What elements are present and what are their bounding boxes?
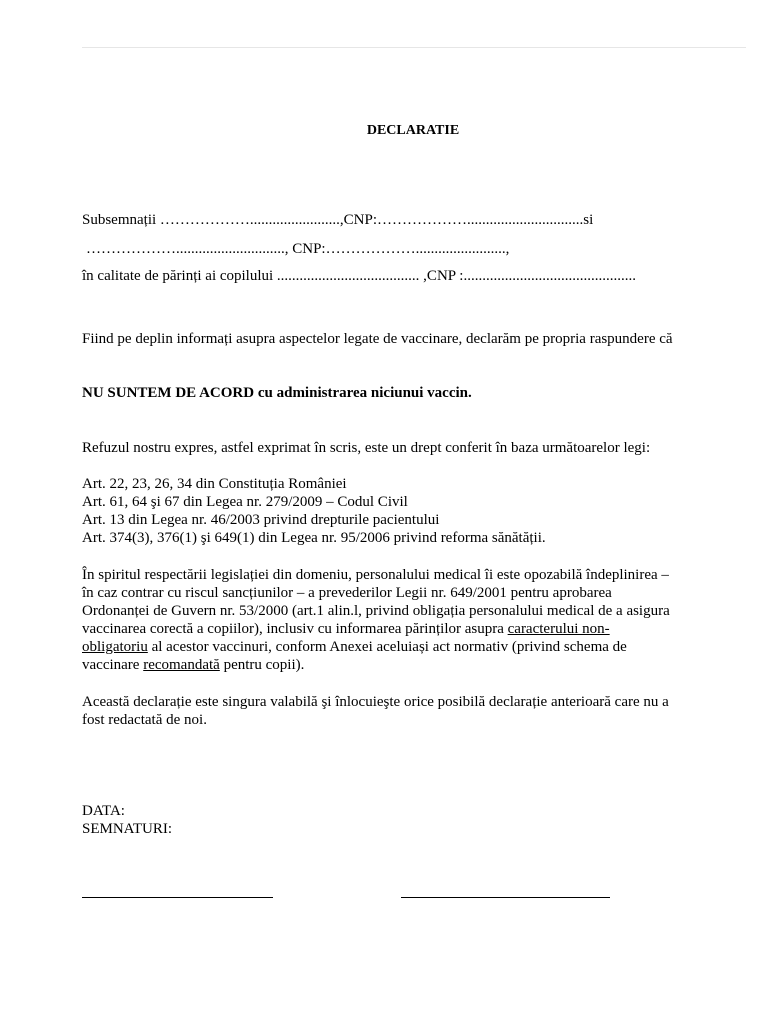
intro-text: Fiind pe deplin informați asupra aspectelor legate de vaccinare, declarăm pe propria raspundere că xyxy=(82,331,673,347)
law-item: Art. 22, 23, 26, 34 din Constituția României xyxy=(82,476,347,492)
signature-line-left xyxy=(82,897,273,898)
paragraph-text: vaccinare xyxy=(82,657,144,673)
paragraph-text: al acestor vaccinuri, conform Anexei aceluiași act normativ (privind schema de xyxy=(147,639,627,655)
law-item: Art. 374(3), 376(1) şi 649(1) din Legea nr. 95/2006 privind reforma sănătății. xyxy=(82,530,546,546)
paragraph-text: vaccinarea corectă a copiilor), inclusiv cu informarea părinților asupra xyxy=(82,621,508,637)
paragraph-line xyxy=(82,657,304,674)
underlined-text: obligatoriu xyxy=(82,639,148,655)
signatures-label: SEMNATURI: xyxy=(82,821,173,837)
underlined-text: caracterului non- xyxy=(507,621,610,637)
signature-line-right xyxy=(401,897,610,898)
law-item: Art. 61, 64 şi 67 din Legea nr. 279/2009 – Codul Civil xyxy=(82,494,408,510)
underlined-text: recomandată xyxy=(143,657,220,673)
paragraph-text: pentru copii). xyxy=(219,657,305,673)
paragraph-line: în caz contrar cu riscul sancțiunilor – a prevederilor Legii nr. 649/2001 pentru aprobarea xyxy=(82,585,612,601)
legal-intro: Refuzul nostru expres, astfel exprimat în scris, este un drept conferit în baza următoarelor legi: xyxy=(82,440,651,456)
law-item: Art. 13 din Legea nr. 46/2003 privind drepturile pacientului xyxy=(82,512,440,528)
paragraph-line xyxy=(82,621,610,638)
paragraph-line: În spiritul respectării legislației din domeniu, personalului medical îi este opozabilă îndeplinirea – xyxy=(82,567,669,583)
parents-line-1: Subsemnații ………………........................,CNP:………………...............................si xyxy=(82,212,594,228)
parents-line-3: în calitate de părinți ai copilului ...................................... ,CNP :.............................................. xyxy=(82,268,636,284)
refusal-statement: NU SUNTEM DE ACORD cu administrarea niciunui vaccin. xyxy=(82,385,472,401)
page-top-rule xyxy=(82,47,746,48)
parents-line-2: ………………............................., CNP:………………........................, xyxy=(86,241,510,257)
document-title: DECLARATIE xyxy=(366,123,460,138)
validity-line: Această declarație este singura valabilă şi înlocuieşte orice posibilă declarație anterioară care nu a xyxy=(82,694,669,710)
date-label: DATA: xyxy=(82,803,125,819)
paragraph-line xyxy=(82,639,627,656)
validity-line: fost redactată de noi. xyxy=(82,712,207,728)
paragraph-line: Ordonanței de Guvern nr. 53/2000 (art.1 alin.l, privind obligația personalului medical de a asigura xyxy=(82,603,670,619)
